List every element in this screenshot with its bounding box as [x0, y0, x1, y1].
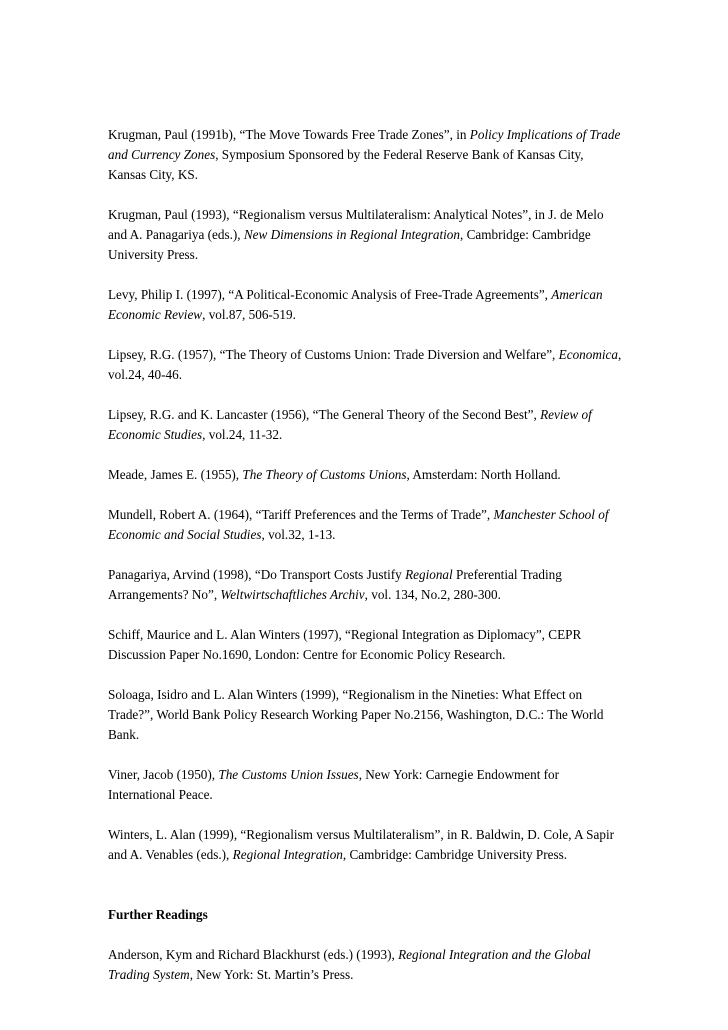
- reference-text: Levy, Philip I. (1997), “A Political-Economic Analysis of Free-Trade Agreements”,: [108, 287, 552, 302]
- reference-italic-text: Weltwirtschaftliches Archiv: [220, 587, 365, 602]
- reference-italic-text: Policy Implications of Trade and Currency Zones: [108, 127, 621, 162]
- reference-text: , Cambridge: Cambridge University Press.: [108, 227, 591, 262]
- reference-text: , New York: Carnegie Endowment for International Peace.: [108, 767, 560, 802]
- reference-text: Preferential Trading Arrangements? No”,: [108, 567, 562, 602]
- further-readings-heading: Further Readings: [108, 907, 208, 922]
- reference-entry: [108, 285, 623, 325]
- reference-italic-text: The Customs Union Issues: [218, 767, 359, 782]
- reference-italic-text: Manchester School of Economic and Social Studies: [108, 507, 609, 542]
- reference-entry: [108, 825, 623, 865]
- reference-entry: [108, 125, 623, 185]
- reference-text: , Symposium Sponsored by the Federal Reserve Bank of Kansas City, Kansas City, KS.: [108, 147, 584, 182]
- reference-text: Winters, L. Alan (1999), “Regionalism versus Multilateralism”, in R. Baldwin, D. Cole, A Sapir and A. Venables (eds.),: [108, 827, 615, 862]
- reference-text: , vol. 134, No.2, 280-300.: [364, 587, 501, 602]
- reference-entry: [108, 345, 623, 385]
- reference-entry: [108, 625, 623, 665]
- reference-italic-text: Economica: [558, 347, 618, 362]
- reference-text: , vol.87, 506-519.: [202, 307, 296, 322]
- reference-text: Krugman, Paul (1991b), “The Move Towards Free Trade Zones”, in: [108, 127, 470, 142]
- reference-text: Mundell, Robert A. (1964), “Tariff Preferences and the Terms of Trade”,: [108, 507, 494, 522]
- reference-text: , Amsterdam: North Holland.: [406, 467, 561, 482]
- reference-italic-text: American Economic Review: [108, 287, 603, 322]
- reference-italic-text: The Theory of Customs Unions: [242, 467, 407, 482]
- reference-text: Soloaga, Isidro and L. Alan Winters (1999), “Regionalism in the Nineties: What Effect on Trade?”, World Bank Policy Research Working Paper No.2156, Washington, D.C.: The World Bank.: [108, 687, 604, 742]
- reference-text: Meade, James E. (1955),: [108, 467, 243, 482]
- reference-italic-text: Regional Integration and the Global Trading System: [108, 947, 591, 982]
- further-reading-entry: [108, 945, 623, 985]
- reference-text: Panagariya, Arvind (1998), “Do Transport Costs Justify: [108, 567, 406, 582]
- reference-italic-text: Regional: [405, 567, 453, 582]
- reference-entry: [108, 405, 623, 445]
- reference-text: , vol.24, 40-46.: [108, 347, 622, 382]
- reference-entry: [108, 685, 623, 745]
- reference-text: Lipsey, R.G. and K. Lancaster (1956), “The General Theory of the Second Best”,: [108, 407, 541, 422]
- reference-text: Anderson, Kym and Richard Blackhurst (eds.) (1993),: [108, 947, 399, 962]
- reference-text: , vol.24, 11-32.: [202, 427, 283, 442]
- reference-entry: [108, 765, 623, 805]
- reference-italic-text: Review of Economic Studies: [108, 407, 592, 442]
- reference-entry: [108, 205, 623, 265]
- reference-text: , New York: St. Martin’s Press.: [189, 967, 354, 982]
- reference-text: , Cambridge: Cambridge University Press.: [342, 847, 568, 862]
- further-readings-list: [108, 945, 623, 985]
- reference-entry: [108, 565, 623, 605]
- reference-text: Viner, Jacob (1950),: [108, 767, 219, 782]
- reference-entry: [108, 465, 623, 485]
- reference-text: , vol.32, 1-13.: [261, 527, 336, 542]
- reference-text: Krugman, Paul (1993), “Regionalism versus Multilateralism: Analytical Notes”, in J. de Melo and A. Panagariya (eds.),: [108, 207, 604, 242]
- reference-text: Lipsey, R.G. (1957), “The Theory of Customs Union: Trade Diversion and Welfare”,: [108, 347, 559, 362]
- reference-entry: [108, 505, 623, 545]
- reference-italic-text: Regional Integration: [232, 847, 343, 862]
- references-list: [108, 125, 623, 865]
- reference-text: Schiff, Maurice and L. Alan Winters (1997), “Regional Integration as Diplomacy”, CEPR Discussion Paper No.1690, London: Centre for Economic Policy Research.: [108, 627, 582, 662]
- reference-italic-text: New Dimensions in Regional Integration: [243, 227, 460, 242]
- document-page: [108, 125, 623, 1005]
